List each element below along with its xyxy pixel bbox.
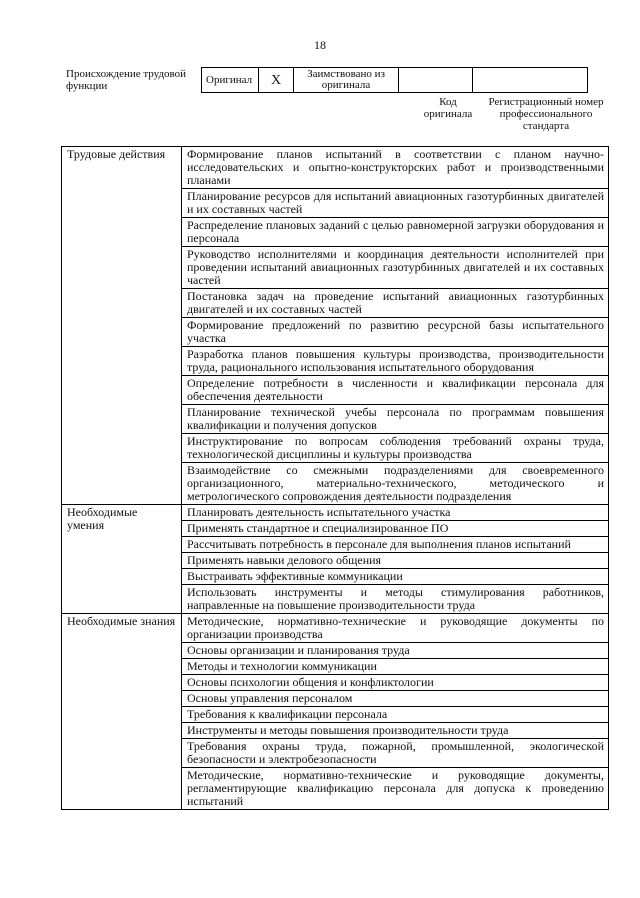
section-item: Разработка планов повышения культуры производства, производительности труда, рационального использования испытательного оборудования: [182, 347, 609, 376]
functions-table: [61, 146, 609, 810]
section-item: Методические, нормативно-технические и руководящие документы, регламентирующие квалификацию персонала для допуска к проведению испытаний: [182, 768, 609, 810]
section-item: Требования охраны труда, пожарной, промышленной, экологической безопасности и электробезопасности: [182, 739, 609, 768]
table-row: [62, 505, 609, 521]
section-item: Основы психологии общения и конфликтологии: [182, 675, 609, 691]
section-title: Необходимые знания: [62, 614, 182, 810]
section-item: Планирование ресурсов для испытаний авиационных газотурбинных двигателей и их составных частей: [182, 189, 609, 218]
section-item: Применять стандартное и специализированное ПО: [182, 521, 609, 537]
original-label: Оригинал: [202, 68, 259, 93]
reg-caption: Регистрационный номер профессионального стандарта: [488, 96, 604, 132]
original-mark: X: [259, 68, 294, 93]
section-item: Методы и технологии коммуникации: [182, 659, 609, 675]
section-item: Инструктирование по вопросам соблюдения требований охраны труда, технологической дисциплины и культуры производства: [182, 434, 609, 463]
section-item: Использовать инструменты и методы стимулирования работников, направленные на повышение производительности труда: [182, 585, 609, 614]
code-caption: Код оригинала: [423, 96, 473, 120]
origin-table: [201, 67, 588, 93]
section-item: Планирование технической учебы персонала по программам повышения квалификации и получения допусков: [182, 405, 609, 434]
section-item: Распределение плановых заданий с целью равномерной загрузки оборудования и персонала: [182, 218, 609, 247]
section-item: Основы организации и планирования труда: [182, 643, 609, 659]
section-item: Выстраивать эффективные коммуникации: [182, 569, 609, 585]
table-row: [62, 147, 609, 189]
section-item: Взаимодействие со смежными подразделениями для своевременного организационного, материально-технического, методического и метрологического сопровождения деятельности подразделения: [182, 463, 609, 505]
table-row: [62, 614, 609, 643]
section-item: Планировать деятельность испытательного участка: [182, 505, 609, 521]
section-item: Постановка задач на проведение испытаний авиационных газотурбинных двигателей и их составных частей: [182, 289, 609, 318]
borrowed-label: Заимствовано из оригинала: [294, 68, 399, 93]
section-item: Методические, нормативно-технические и руководящие документы по организации производства: [182, 614, 609, 643]
section-item: Рассчитывать потребность в персонале для выполнения планов испытаний: [182, 537, 609, 553]
code-cell: [399, 68, 473, 93]
section-item: Основы управления персоналом: [182, 691, 609, 707]
section-item: Применять навыки делового общения: [182, 553, 609, 569]
section-item: Определение потребности в численности и квалификации персонала для обеспечения деятельности: [182, 376, 609, 405]
section-item: Формирование предложений по развитию ресурсной базы испытательного участка: [182, 318, 609, 347]
section-item: Формирование планов испытаний в соответствии с планом научно-исследовательских и опытно-конструкторских работ и производственными планами: [182, 147, 609, 189]
page-number: 18: [314, 38, 326, 52]
section-title: Необходимые умения: [62, 505, 182, 614]
section-title: Трудовые действия: [62, 147, 182, 505]
section-item: Руководство исполнителями и координация деятельности исполнителей при проведении испытаний авиационных газотурбинных двигателей и их составных частей: [182, 247, 609, 289]
section-item: Требования к квалификации персонала: [182, 707, 609, 723]
section-item: Инструменты и методы повышения производительности труда: [182, 723, 609, 739]
reg-number-cell: [473, 68, 588, 93]
origin-label: Происхождение трудовой функции: [66, 68, 187, 92]
